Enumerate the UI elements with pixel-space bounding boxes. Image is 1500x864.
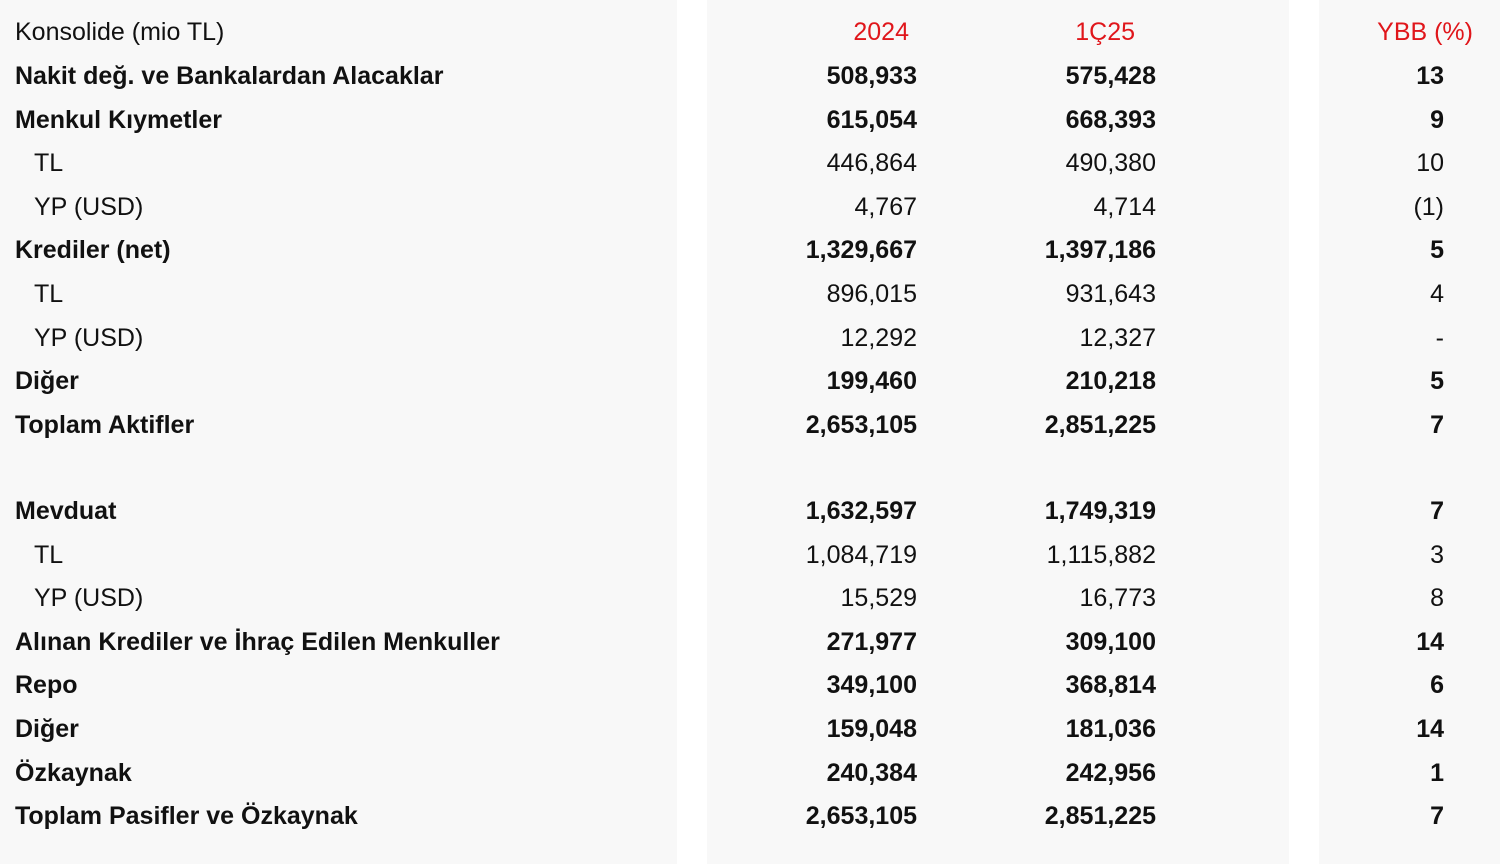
table-row — [0, 622, 1500, 662]
value-1q25: 16,773 — [1079, 584, 1156, 612]
column-header-1q25: 1Ç25 — [1075, 18, 1135, 46]
row-label: Toplam Pasifler ve Özkaynak — [15, 802, 358, 830]
table-row — [0, 665, 1500, 705]
value-1q25: 12,327 — [1079, 324, 1156, 352]
value-ytd: 3 — [1430, 541, 1444, 569]
value-1q25: 931,643 — [1065, 280, 1156, 308]
table-row — [0, 143, 1500, 183]
value-ytd: 10 — [1416, 149, 1444, 177]
value-2024: 508,933 — [826, 62, 917, 90]
row-label: Mevduat — [15, 497, 117, 525]
value-1q25: 2,851,225 — [1044, 802, 1156, 830]
value-2024: 2,653,105 — [805, 802, 917, 830]
row-label: Özkaynak — [15, 759, 132, 787]
value-ytd: 9 — [1430, 106, 1444, 134]
table-row — [0, 578, 1500, 618]
value-2024: 1,632,597 — [805, 497, 917, 525]
value-2024: 240,384 — [826, 759, 917, 787]
row-label: Repo — [15, 671, 78, 699]
value-1q25: 4,714 — [1093, 193, 1156, 221]
row-label: Diğer — [15, 715, 79, 743]
value-2024: 271,977 — [826, 628, 917, 656]
row-label: YP (USD) — [34, 193, 144, 221]
value-ytd: 7 — [1430, 497, 1444, 525]
value-1q25: 309,100 — [1065, 628, 1156, 656]
row-label: Toplam Aktifler — [15, 411, 195, 439]
row-label: TL — [34, 149, 64, 177]
table-header — [0, 12, 1500, 52]
value-ytd: 8 — [1430, 584, 1444, 612]
table-row — [0, 100, 1500, 140]
table-row — [0, 709, 1500, 749]
value-ytd: 4 — [1430, 280, 1444, 308]
row-label: Krediler (net) — [15, 236, 171, 264]
value-2024: 446,864 — [826, 149, 917, 177]
table-title: Konsolide (mio TL) — [15, 18, 225, 46]
table-row — [0, 56, 1500, 96]
value-1q25: 210,218 — [1065, 367, 1156, 395]
value-ytd: 14 — [1416, 715, 1444, 743]
table-row — [0, 361, 1500, 401]
row-label: Alınan Krediler ve İhraç Edilen Menkuller — [15, 628, 500, 656]
row-label: Menkul Kıymetler — [15, 106, 223, 134]
value-ytd: - — [1435, 324, 1444, 352]
table-row — [0, 187, 1500, 227]
row-label: TL — [34, 280, 64, 308]
value-2024: 2,653,105 — [805, 411, 917, 439]
table-row — [0, 535, 1500, 575]
value-1q25: 2,851,225 — [1044, 411, 1156, 439]
table-row — [0, 753, 1500, 793]
value-1q25: 1,397,186 — [1044, 236, 1156, 264]
row-label: TL — [34, 541, 64, 569]
value-1q25: 242,956 — [1065, 759, 1156, 787]
row-label: YP (USD) — [34, 584, 144, 612]
value-ytd: 14 — [1416, 628, 1444, 656]
value-ytd: 13 — [1416, 62, 1444, 90]
value-ytd: 7 — [1430, 411, 1444, 439]
value-2024: 15,529 — [840, 584, 917, 612]
value-2024: 159,048 — [826, 715, 917, 743]
table-row — [0, 796, 1500, 836]
value-2024: 1,084,719 — [805, 541, 917, 569]
value-2024: 199,460 — [826, 367, 917, 395]
table-row — [0, 491, 1500, 531]
column-header-ytd: YBB (%) — [1377, 18, 1473, 46]
table-row — [0, 274, 1500, 314]
value-ytd: 5 — [1430, 236, 1444, 264]
table-row — [0, 405, 1500, 445]
value-1q25: 490,380 — [1065, 149, 1156, 177]
value-2024: 896,015 — [826, 280, 917, 308]
value-ytd: 7 — [1430, 802, 1444, 830]
value-1q25: 181,036 — [1065, 715, 1156, 743]
column-header-2024: 2024 — [853, 18, 909, 46]
value-ytd: 5 — [1430, 367, 1444, 395]
table-row — [0, 318, 1500, 358]
value-1q25: 1,115,882 — [1046, 541, 1156, 569]
value-ytd: 6 — [1430, 671, 1444, 699]
value-2024: 615,054 — [826, 106, 917, 134]
value-1q25: 668,393 — [1065, 106, 1156, 134]
row-label: YP (USD) — [34, 324, 144, 352]
table-row — [0, 230, 1500, 270]
value-2024: 12,292 — [840, 324, 917, 352]
value-1q25: 368,814 — [1065, 671, 1156, 699]
value-ytd: (1) — [1413, 193, 1444, 221]
row-label: Diğer — [15, 367, 79, 395]
value-2024: 349,100 — [826, 671, 917, 699]
value-1q25: 575,428 — [1065, 62, 1156, 90]
value-2024: 4,767 — [854, 193, 917, 221]
row-label: Nakit değ. ve Bankalardan Alacaklar — [15, 62, 444, 90]
value-2024: 1,329,667 — [805, 236, 917, 264]
value-ytd: 1 — [1430, 759, 1444, 787]
value-1q25: 1,749,319 — [1044, 497, 1156, 525]
